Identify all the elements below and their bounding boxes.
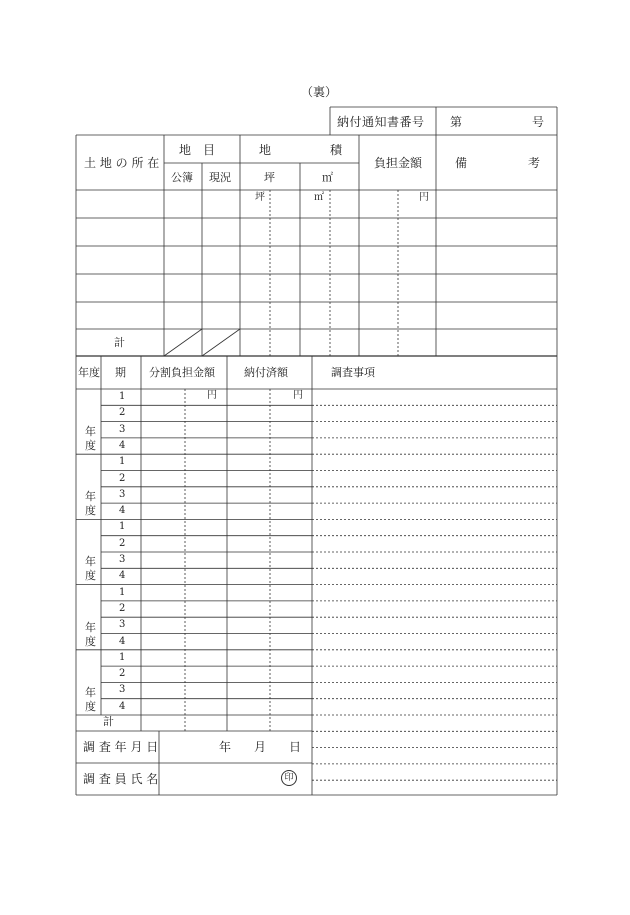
land-total-diagonal [202, 329, 240, 356]
year-label-degree: 度 [85, 634, 96, 648]
survey-date-label: 調 査 年 月 日 [83, 740, 159, 754]
year-label-year: 年 [85, 685, 96, 699]
period-number: 2 [119, 602, 126, 614]
notice-number-label: 納付通知書番号 [337, 115, 425, 129]
period-number: 3 [119, 423, 126, 435]
period-number: 3 [119, 684, 126, 696]
col-header-installment: 分割負担金額 [149, 366, 215, 379]
period-number: 3 [119, 619, 126, 631]
area-unit-sqm: ㎡ [322, 171, 333, 184]
period-number: 2 [119, 537, 126, 549]
installment-yen-unit: 円 [207, 390, 217, 401]
survey-date-year: 年 [219, 740, 232, 754]
burden-header: 負担金額 [374, 156, 423, 170]
row-unit-yen: 円 [419, 192, 429, 203]
year-label-degree: 度 [85, 504, 96, 518]
land-category-header: 地 目 [179, 143, 216, 157]
period-number: 1 [119, 586, 126, 598]
land-total-diagonal [164, 329, 202, 356]
seal-mark-text: 印 [284, 773, 294, 783]
period-number: 4 [119, 635, 126, 647]
remarks-header-left: 備 [455, 156, 468, 170]
notice-number-prefix: 第 [450, 115, 463, 129]
period-number: 4 [119, 700, 126, 712]
paid-yen-unit: 円 [293, 390, 303, 401]
year-label-degree: 度 [85, 699, 96, 713]
row-unit-sqm: ㎡ [314, 192, 324, 203]
col-header-period: 期 [115, 366, 126, 379]
col-header-paid: 納付済額 [244, 366, 288, 379]
installment-total-label: 計 [103, 715, 114, 728]
remarks-header-right: 考 [528, 156, 541, 170]
survey-date-month: 月 [254, 740, 267, 754]
period-number: 2 [119, 668, 126, 680]
survey-date-day: 日 [289, 740, 302, 754]
year-label-year: 年 [85, 490, 96, 504]
period-number: 3 [119, 488, 126, 500]
area-unit-tsubo: 坪 [264, 171, 275, 184]
row-unit-tsubo: 坪 [255, 192, 265, 203]
period-number: 1 [119, 521, 126, 533]
period-number: 1 [119, 651, 126, 663]
surveyor-name-label: 調 査 員 氏 名 [83, 772, 159, 786]
seal-mark [281, 770, 297, 786]
col-header-survey-items: 調査事項 [331, 366, 375, 379]
area-header-right: 積 [330, 143, 343, 157]
land-category-official: 公簿 [171, 171, 193, 184]
col-header-year: 年度 [78, 366, 100, 379]
year-label-year: 年 [85, 425, 96, 438]
period-number: 3 [119, 554, 126, 565]
page-heading: （裏） [301, 85, 338, 99]
location-header: 土 地 の 所 在 [84, 156, 160, 170]
year-label-year: 年 [85, 555, 96, 569]
period-number: 1 [119, 391, 126, 402]
land-category-current: 現況 [209, 171, 231, 184]
period-number: 4 [119, 505, 126, 517]
year-label-degree: 度 [85, 439, 96, 452]
period-number: 1 [119, 456, 126, 468]
year-label-year: 年 [85, 620, 96, 634]
period-number: 2 [119, 472, 126, 484]
period-number: 2 [119, 407, 126, 419]
notice-number-suffix: 号 [532, 115, 545, 129]
area-header-left: 地 [259, 143, 272, 157]
period-number: 4 [119, 570, 126, 582]
land-total-label: 計 [114, 336, 125, 349]
year-label-degree: 度 [85, 569, 96, 583]
period-number: 4 [119, 439, 126, 451]
